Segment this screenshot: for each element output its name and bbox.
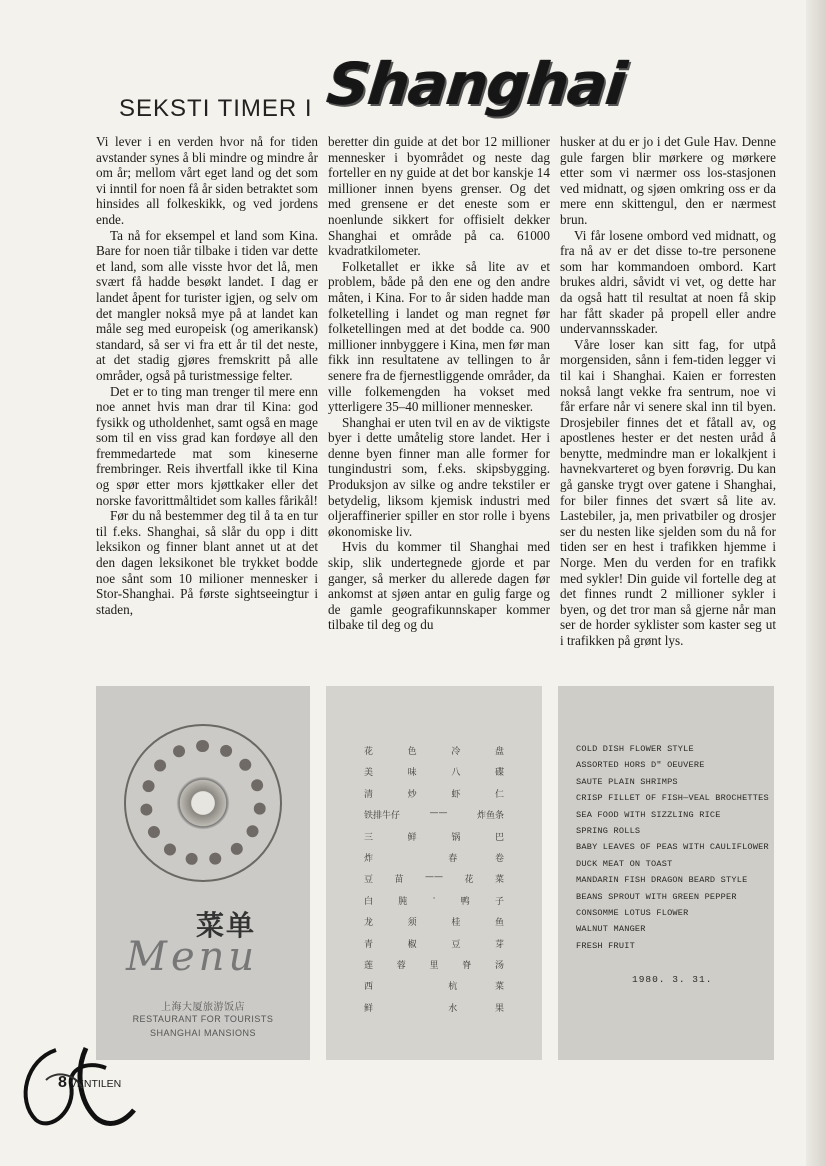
chinese-menu-char: 仁 [494, 789, 504, 800]
paragraph: beretter din guide at det bor 12 millioner mennesker i byområdet og neste dag forteller en ny guide at det bor kanskje 14 millioner innen byens grenser. Og det med grensene er det eneste som er noenlunde sikkert for offisielt dekker Shanghai et område på ca. 61000 kvadratkilometer. [328, 134, 550, 259]
chinese-menu-char: 冷 [451, 747, 461, 757]
chinese-menu-char: 须 [407, 918, 417, 929]
chinese-menu-char: 椒 [407, 939, 417, 950]
chinese-menu-char: 碟 [494, 768, 504, 779]
chinese-menu-char: 苗 [394, 875, 404, 886]
paragraph: Vi lever i en verden hvor nå for tiden avstander synes å bli mindre og mindre år om år; mellom vårt eget land og det som vi inntil for noen få år siden betraktet som hinsides all folkeskikk, og ved jordens ende. [96, 134, 318, 227]
photo-menu-cover [96, 686, 310, 1060]
chinese-menu-char: 炸 [364, 854, 374, 864]
chinese-menu-char: 汤 [494, 961, 504, 971]
chinese-menu-char: 蓉 [396, 961, 406, 971]
english-menu-line: WALNUT MANGER [576, 924, 646, 935]
chinese-menu-char: 炒 [407, 789, 417, 800]
chinese-menu-char: 杭 [448, 982, 458, 993]
chinese-menu-char: 芽 [494, 939, 504, 950]
title-shanghai-word: Shanghai [324, 50, 629, 118]
paragraph: Ta nå for eksempel et land som Kina. Bare for noen tiår tilbake i tiden var dette et land, som alle visste hvor det lå, men svært få hadde besøkt landet. I dag er landet åpent for turister igjen, og selv om det mangler nokså mye på at landet kan måle seg med europeisk (og amerikansk) standard, så ser vi fra ett år til det neste, at det stadig gjøres fremskritt på alle områder, også på turistmessige felter. [96, 227, 318, 383]
english-menu-line: DUCK MEAT ON TOAST [576, 858, 673, 869]
chinese-menu-char: 三 [364, 832, 374, 843]
chinese-menu-char: 果 [494, 1003, 504, 1014]
english-menu-line: CONSOMME LOTUS FLOWER [576, 908, 689, 918]
chinese-menu-char: 子 [494, 896, 504, 907]
chinese-menu-char: 龙 [364, 918, 374, 929]
chinese-menu-char: 巴 [494, 832, 504, 843]
text-column-1 [96, 134, 318, 617]
paragraph: Våre loser kan sitt fag, for utpå morgensiden, sånn i fem-tiden legger vi til kai i Shanghai. Kaien er forresten nokså langt vekke fra sentrum, noe vi får erfare når vi senere skal inn til byen. Drosjebiler finnes det et fåtall av, og apostlenes hester er det nesten uråd å benytte, medmindre man er lokalkjent i havnekvarteret og byen forøvrig. Du kan gå ganske trygt over gatene i Shanghai, for biler finnes det svært så lite av. Lastebiler, ja, men privatbiler og drosjer ser du nesten like sjelden som du nå for tiden ser en hest i trafikken hjemme i Norge. Men du verden for en trafikk med sykler! Din guide vil fortelle deg at det finnes rundt 2 millioner sykler i byen, og det tror man så gjerne når man ser de horder syklister som kaster seg ut i trafikken på grønt lys. [560, 336, 776, 648]
english-menu-line: CRISP FILLET OF FISH—VEAL BROCHETTES [576, 793, 769, 804]
chinese-menu-line [364, 765, 504, 778]
menu-script-title: Menu [126, 934, 259, 980]
chinese-menu-line [364, 894, 504, 907]
english-menu-line: ASSORTED HORS D" OEUVERE [576, 760, 705, 771]
restaurant-name-chinese: 上海大厦旅游饭店 [161, 1002, 245, 1013]
chinese-menu-char: —— [425, 872, 443, 883]
english-menu-line: BEANS SPROUT WITH GREEN PEPPER [576, 891, 737, 902]
photo-menu-english [558, 686, 774, 1060]
title-prefix: SEKSTI TIMER I [119, 95, 313, 122]
paragraph: Før du nå bestemmer deg til å ta en tur til f.eks. Shanghai, så slår du opp i ditt leksikon og finner blant annet ut at det den dagen leksikonet ble trykket bodde noe sånt som 10 milioner mennesker i Stor-Shanghai. På første sightseeingtur i staden, [96, 508, 318, 617]
page-edge-shadow [806, 0, 826, 1166]
chinese-menu-char: 水 [448, 1003, 458, 1014]
chinese-menu-char: 春 [448, 854, 458, 864]
chinese-menu-line [364, 937, 504, 950]
paragraph: husker at du er jo i det Gule Hav. Denne gule fargen blir mørkere og mørkere etter som vi nærmer oss los-stasjonen ved midnatt, og sjøen omkring oss er da mere enn skittengul, den er nærmest brun. [560, 134, 776, 227]
english-menu-line: FRESH FRUIT [576, 940, 635, 951]
chinese-menu-char: 菜 [494, 982, 504, 993]
chinese-menu-char: 西 [364, 982, 374, 993]
chinese-menu-line [364, 1001, 504, 1014]
text-column-3 [560, 134, 776, 649]
chinese-menu-char: 肫 [398, 896, 408, 907]
chinese-menu-line [364, 744, 504, 757]
chinese-menu-char: 盘 [494, 747, 504, 757]
page-number: 8 [58, 1074, 67, 1091]
restaurant-location: SHANGHAI MANSIONS [149, 1028, 256, 1038]
chinese-menu-char: 卷 [494, 854, 504, 864]
paragraph: Vi får losene ombord ved midnatt, og fra nå av er det disse to-tre personene som har kommandoen ombord. Kart brukes aldri, såvidt vi vet, og dette har da også hatt til resultat at noen få skip har fått skader på propell eller andre undervannsskader. [560, 227, 776, 337]
chinese-menu-char: 鲜 [407, 832, 417, 843]
chinese-menu-char: 鸭 [460, 896, 470, 907]
chinese-menu-char: · [432, 893, 436, 904]
chinese-menu-char: 白 [364, 896, 374, 907]
peacock-medallion-icon [124, 724, 282, 882]
chinese-menu-char: 色 [407, 747, 417, 757]
chinese-menu-char: 里 [429, 961, 439, 971]
chinese-menu-char: 虾 [451, 789, 461, 800]
english-menu-line: SPRING ROLLS [576, 826, 641, 836]
chinese-menu-char: 美 [364, 768, 374, 779]
chinese-menu-char: 脊 [462, 961, 472, 971]
chinese-menu-char: 炸鱼条 [476, 811, 504, 822]
chinese-menu-char: 八 [451, 768, 461, 779]
menu-chinese-title: 菜单 [196, 909, 257, 942]
chinese-menu-line [364, 915, 504, 928]
text-column-2 [328, 134, 550, 633]
chinese-menu-char: 青 [364, 939, 374, 950]
english-menu-line: MANDARIN FISH DRAGON BEARD STYLE [576, 875, 748, 886]
magazine-name: VENTILEN [69, 1078, 122, 1090]
chinese-menu-char: 鱼 [494, 918, 504, 929]
paragraph: Det er to ting man trenger til mere enn noe annet hvis man drar til Kina: god fysikk og utholdenhet, samt også en mage som til en viss grad kan fordøye all den fremmedartede mat som kineserne frembringer. Reis ihvertfall ikke til Kina og spør etter mors kjøttkaker eller det norske favorittmåltidet som kalles fårikål! [96, 383, 318, 508]
chinese-menu-line [364, 872, 504, 885]
photo-menu-chinese [326, 686, 542, 1060]
chinese-menu-char: 锅 [451, 832, 461, 843]
english-menu-line: BABY LEAVES OF PEAS WITH CAULIFLOWER [576, 842, 769, 853]
english-menu-line: COLD DISH FLOWER STYLE [576, 744, 694, 754]
chinese-menu-char: 豆 [364, 875, 374, 886]
chinese-menu-char: 花 [364, 747, 374, 757]
chinese-menu-line [364, 830, 504, 843]
restaurant-name-english: RESTAURANT FOR TOURISTS [132, 1014, 274, 1024]
paragraph: Folketallet er ikke så lite av et problem, både på den ene og den andre måten, i Kina. For to år siden hadde man folketelling i landet og man regnet før folketellingen med at det bodde ca. 900 millioner innbyggere i Kina, men før man fikk inn resultatene av tellingen to år senere fra de fjernestliggende områder, da ville folkemengden ha vokset med ytterligere 35–40 millioner mennesker. [328, 258, 550, 415]
chinese-menu-line [364, 808, 504, 821]
chinese-menu-char: 味 [407, 768, 417, 779]
english-menu-line: SAUTE PLAIN SHRIMPS [576, 776, 678, 787]
page-footer [58, 1074, 121, 1092]
chinese-menu-char: 豆 [451, 939, 461, 950]
english-menu-line: SEA FOOD WITH SIZZLING RICE [576, 809, 721, 820]
chinese-menu-line [364, 958, 504, 971]
article-title [92, 48, 792, 138]
chinese-menu-char: 鲜 [364, 1003, 374, 1014]
chinese-menu-char: 桂 [451, 918, 461, 929]
chinese-menu-char: —— [429, 808, 448, 819]
chinese-menu-line [364, 979, 504, 992]
chinese-menu-char: 莲 [364, 961, 374, 971]
chinese-menu-char: 铁排牛仔 [364, 811, 401, 822]
paragraph: Hvis du kommer til Shanghai med skip, slik undertegnede gjorde et par ganger, så merker du allerede dagen før ankomst at sjøen antar en gulig farge og de gamle geografikunnskaper kommer tilbake til deg og du [328, 539, 550, 633]
chinese-menu-char: 花 [464, 875, 474, 886]
menu-date: 1980. 3. 31. [632, 974, 713, 985]
chinese-menu-line [364, 787, 504, 800]
chinese-menu-char: 清 [364, 789, 374, 800]
paragraph: Shanghai er uten tvil en av de viktigste byer i dette umåtelig store landet. Her i denne byen finner man alle former for tungindustri som, f.eks. skipsbygging. Produksjon av silke og andre tekstiler er betydelig, liksom kjemisk industri med oljeraffinerier spiller en stor rolle i byens økonomiske liv. [328, 414, 550, 539]
chinese-menu-char: 菜 [494, 875, 504, 886]
chinese-menu-line [364, 851, 504, 864]
